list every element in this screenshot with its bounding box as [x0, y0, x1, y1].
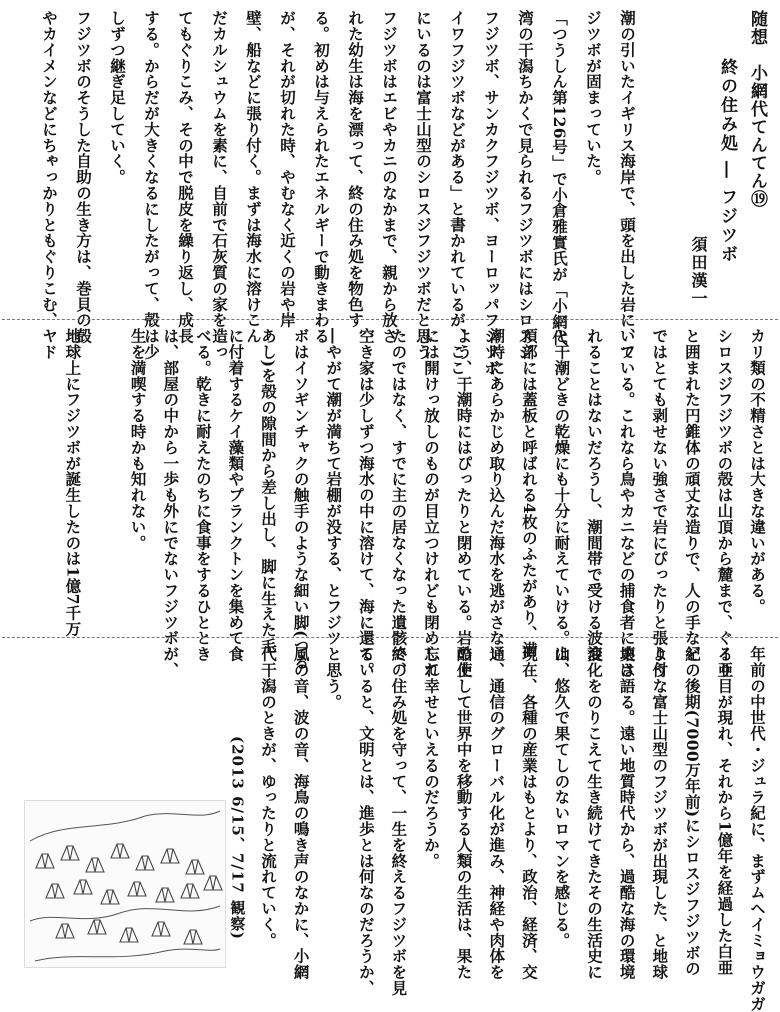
barnacle-sketch [128, 882, 146, 896]
text-column: フジツボはエビやカニのなかまで、親から放さ [380, 10, 399, 344]
text-column: 終の住み処を守って、一生を終えるフジツボを見 [389, 646, 409, 996]
text-column: 酷使して世界中を移動する人類の生活は、果た [454, 646, 474, 980]
text-column: ていると、文明とは、進歩とは何なのだろうか、 [356, 646, 376, 996]
text-column: 地球上にフジツボが誕生したのは1億7千万 [63, 328, 83, 637]
text-column: は、部屋の中から一歩も外にでないフジツボが、 [161, 328, 181, 678]
text-column: する。からだが大きくなるにしたがって、殻は少 [142, 10, 161, 360]
text-column: よう、干潮時にはぴったりと閉めている。岩の上 [454, 328, 474, 678]
text-column: イワフジツボなどがある」と書かれているが、ここ [448, 10, 467, 376]
text-column: いている。これなら鳥やカニなどの捕食者に壊さ [617, 328, 637, 678]
text-column: フジツボのそうした自助の生き方は、巻貝の殻 [74, 10, 93, 344]
author-name: 須田漢一 [689, 236, 708, 308]
text-column: と囲まれた円錐体の頑丈な造りで、人の手など [682, 328, 702, 662]
barnacle-sketch [181, 884, 199, 898]
text-column: 通、通信のグローバル化が進み、神経や肉体を [487, 646, 507, 980]
text-column: カリ類の不精さとは大きな違いがある。 [748, 328, 767, 615]
text-column: 壁、船などに張り付く。まずは海水に溶けこん [244, 10, 263, 344]
barnacle-sketch [152, 922, 170, 936]
article-title: 終の住み処 ― フジツボ [717, 58, 737, 264]
section-divider [2, 319, 778, 320]
text-column: と干潮どきの乾燥にも十分に耐えていける。山 [552, 328, 572, 662]
barnacle-sketch [136, 856, 154, 870]
text-column: シロスジフジツボの殻は山頂から麓まで、ぐるり [715, 328, 735, 678]
barnacle-sketch [156, 888, 174, 902]
barnacle-sketch [61, 846, 79, 860]
text-column: は、悠久で果てしのないロマンを感じる。 [552, 646, 572, 949]
text-column: にいるのは富士山型のシロスジフジツボだと思う。 [414, 10, 433, 376]
text-column: ジツボが固まっていた。 [584, 10, 603, 185]
text-column: フジツボ、サンカクフジツボ、ヨーロッパフジツボ、 [482, 10, 501, 392]
text-column: が、それが切れた時、やむなく近くの岩や岸 [278, 10, 297, 328]
text-column: れた幼生は海を漂って、終の住み処を物色す [346, 10, 365, 328]
barnacle-sketch [46, 884, 64, 898]
text-column: やカイメンなどにちゃっかりともぐりこむ、ヤド [40, 10, 59, 360]
text-column: 潮の引いたイギリス海岸で、頭を出した岩に、フ [618, 10, 637, 360]
observation-note: (2013 6/15、7/17 観察) [228, 736, 247, 940]
text-column: 変化をのりこえて生き続けてきたその生活史に [585, 646, 604, 980]
series-title: 随想 小網代てんてん⑲ [747, 10, 767, 208]
text-column: には開けっ放しのものが目立つけれども閉め忘れ [422, 328, 441, 678]
text-column: 潮時にあらかじめ取り込んだ海水を逃がさない [487, 328, 507, 662]
text-column: れることはないだろうし、潮間帯で受ける波浪 [585, 328, 604, 662]
text-column: ボはイソギンチャクの触手のような細い脚(つる [291, 328, 311, 670]
text-column: 年前の中世代・ジュラ紀に、まずムヘイミョウガガ [748, 646, 767, 1012]
text-column: る。初めは与えられたエネルギーで動きまわる [312, 10, 331, 344]
article-header [654, 10, 770, 310]
article-tier-top [0, 0, 780, 392]
barnacle-sketch [204, 876, 222, 890]
text-column: して幸せといえるのだろうか。 [422, 646, 441, 869]
barnacle-sketch-illustration [24, 800, 226, 968]
barnacle-sketch [36, 854, 54, 868]
text-column: ではとても剥せない強さで岩にぴったりと張り付 [650, 328, 670, 678]
text-column: 空き家は少しずつ海水の中に溶けて、海に還る。 [356, 328, 376, 678]
text-column: 史は語る。遠い地質時代から、過酷な海の環境 [617, 646, 637, 980]
text-column: しずつ継ぎ足していく。 [108, 10, 127, 185]
text-column: ような富士山型のフジツボが出現した、と地球 [650, 646, 670, 980]
text-column: 風の音、波の音、海鳥の鳴き声のなかに、小網 [291, 646, 311, 980]
barnacle-sketch [101, 890, 119, 904]
section-divider [2, 637, 778, 638]
text-column: べる。乾きに耐えたのちに食事をするひととき [193, 328, 213, 662]
text-column: だカルシュウムを素に、自前で石灰質の家を造っ [210, 10, 229, 360]
barnacle-sketch [161, 849, 179, 863]
barnacle-sketch [111, 844, 129, 858]
text-column: あし)を殻の隙間から差し出し、脚に生えた毛 [259, 328, 278, 654]
text-column: 「つうしん第126号」で小倉雅實氏が「小網代 [550, 10, 569, 346]
barnacle-sketch [74, 880, 92, 894]
text-column: ―やがて潮が満ちて岩棚が没する、とフジツ [324, 328, 344, 646]
barnacle-sketch [86, 858, 104, 872]
text-column: 生を満喫する時かも知れない。 [128, 328, 148, 551]
text-column: たのではなく、すでに主の居なくなった遺骸で、 [389, 328, 409, 678]
barnacle-sketch [88, 920, 106, 934]
text-column: イ亜目が現れ、それから1億年を経過した白亜 [715, 646, 735, 976]
barnacle-sketch [56, 924, 74, 938]
barnacle-sketch [184, 930, 202, 944]
text-column: と思う。 [324, 646, 344, 710]
text-column: 頂部には蓋板と呼ばれる4枚のふたがあり、満 [519, 328, 539, 658]
text-column: 現在、各種の産業はもとより、政治、経済、交 [519, 646, 539, 980]
text-column: てもぐりこみ、その中で脱皮を繰り返し、成長 [176, 10, 195, 344]
text-column: 湾の干潟ちかくで見られるフジツボにはシロスジ [516, 10, 535, 360]
text-column: に付着するケイ藻類やプランクトンを集めて食 [226, 328, 246, 662]
text-column: 紀の後期(7000万年前)にシロスジフジツボの [682, 646, 702, 977]
barnacle-sketch [120, 928, 138, 942]
text-column: 代干潟のときが、ゆったりと流れていく。 [259, 646, 278, 949]
barnacle-sketch [186, 860, 204, 874]
